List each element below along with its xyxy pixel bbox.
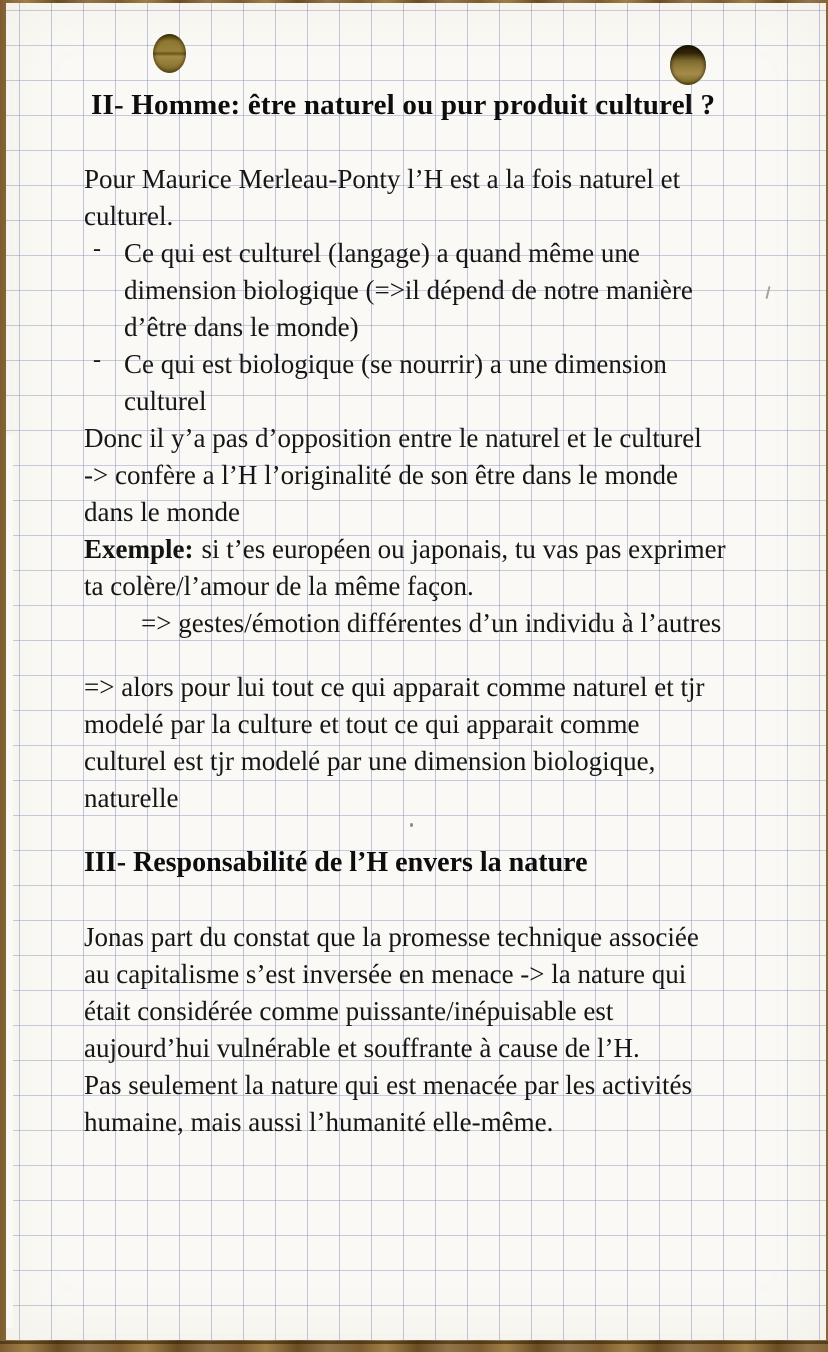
text-line: humaine, mais aussi l’humanité elle-même. [84,1107,554,1137]
example-label: Exemple: [84,534,194,564]
stray-pen-mark [765,286,770,299]
section-2-heading: II- Homme: être naturel ou pur produit culturel ? [91,89,716,121]
text-line: culturel [124,386,207,416]
bullet-dash: - [93,347,101,373]
text-line: culturel. [84,201,174,231]
text-line: au capitalisme s’est inversée en menace -> la nature qui [84,959,687,989]
text-line: dans le monde [84,497,240,527]
text-line: Ce qui est culturel (langage) a quand même une [124,238,640,268]
text-line: culturel est tjr modelé par une dimension biologique, [84,746,656,776]
bullet-dash: - [93,236,101,262]
punch-hole-left [153,34,186,73]
summary-paragraph [84,669,744,817]
text-line: Ce qui est biologique (se nourrir) a une dimension [124,349,667,379]
bullet-list [84,235,744,420]
text-line: Donc il y’a pas d’opposition entre le naturel et le culturel [84,423,702,453]
text-line: modelé par la culture et tout ce qui apparait comme [84,709,640,739]
text-line: Pour Maurice Merleau-Ponty l’H est a la fois naturel et [84,164,681,194]
example-text: si t’es européen ou japonais, tu vas pas exprimer [201,534,726,564]
text-line: -> confère a l’H l’originalité de son être dans le monde [84,460,678,490]
conclusion-paragraph [84,420,744,531]
text-line: aujourd’hui vulnérable et souffrante à cause de l’H. [84,1033,640,1063]
text-line: d’être dans le monde) [124,312,359,342]
punch-hole-right [670,45,706,85]
notes-text-column [84,87,744,1141]
text-line: était considérée comme puissante/inépuisable est [84,996,614,1026]
text-line: dimension biologique (=>il dépend de notre manière [124,275,693,305]
section-3-heading: III- Responsabilité de l’H envers la nature [84,847,588,878]
paper-edge-fill [6,435,13,1328]
jonas-paragraph [84,919,744,1141]
text-line: ta colère/l’amour de la même façon. [84,571,474,601]
text-line: => alors pour lui tout ce qui apparait comme naturel et tjr [84,672,705,702]
notebook-page [6,3,826,1340]
intro-paragraph [84,161,744,235]
section-3-heading-wrap [84,844,744,881]
bullet-item-biological [84,346,744,420]
text-line: Jonas part du constat que la promesse technique associée [84,922,699,952]
bullet-item-cultural [84,235,744,346]
text-line [84,531,744,568]
text-line: Pas seulement la nature qui est menacée par les activités [84,1070,693,1100]
text-line: naturelle [84,783,179,813]
example-note-line: => gestes/émotion différentes d’un individu à l’autres [141,608,722,638]
example-paragraph [84,531,744,642]
